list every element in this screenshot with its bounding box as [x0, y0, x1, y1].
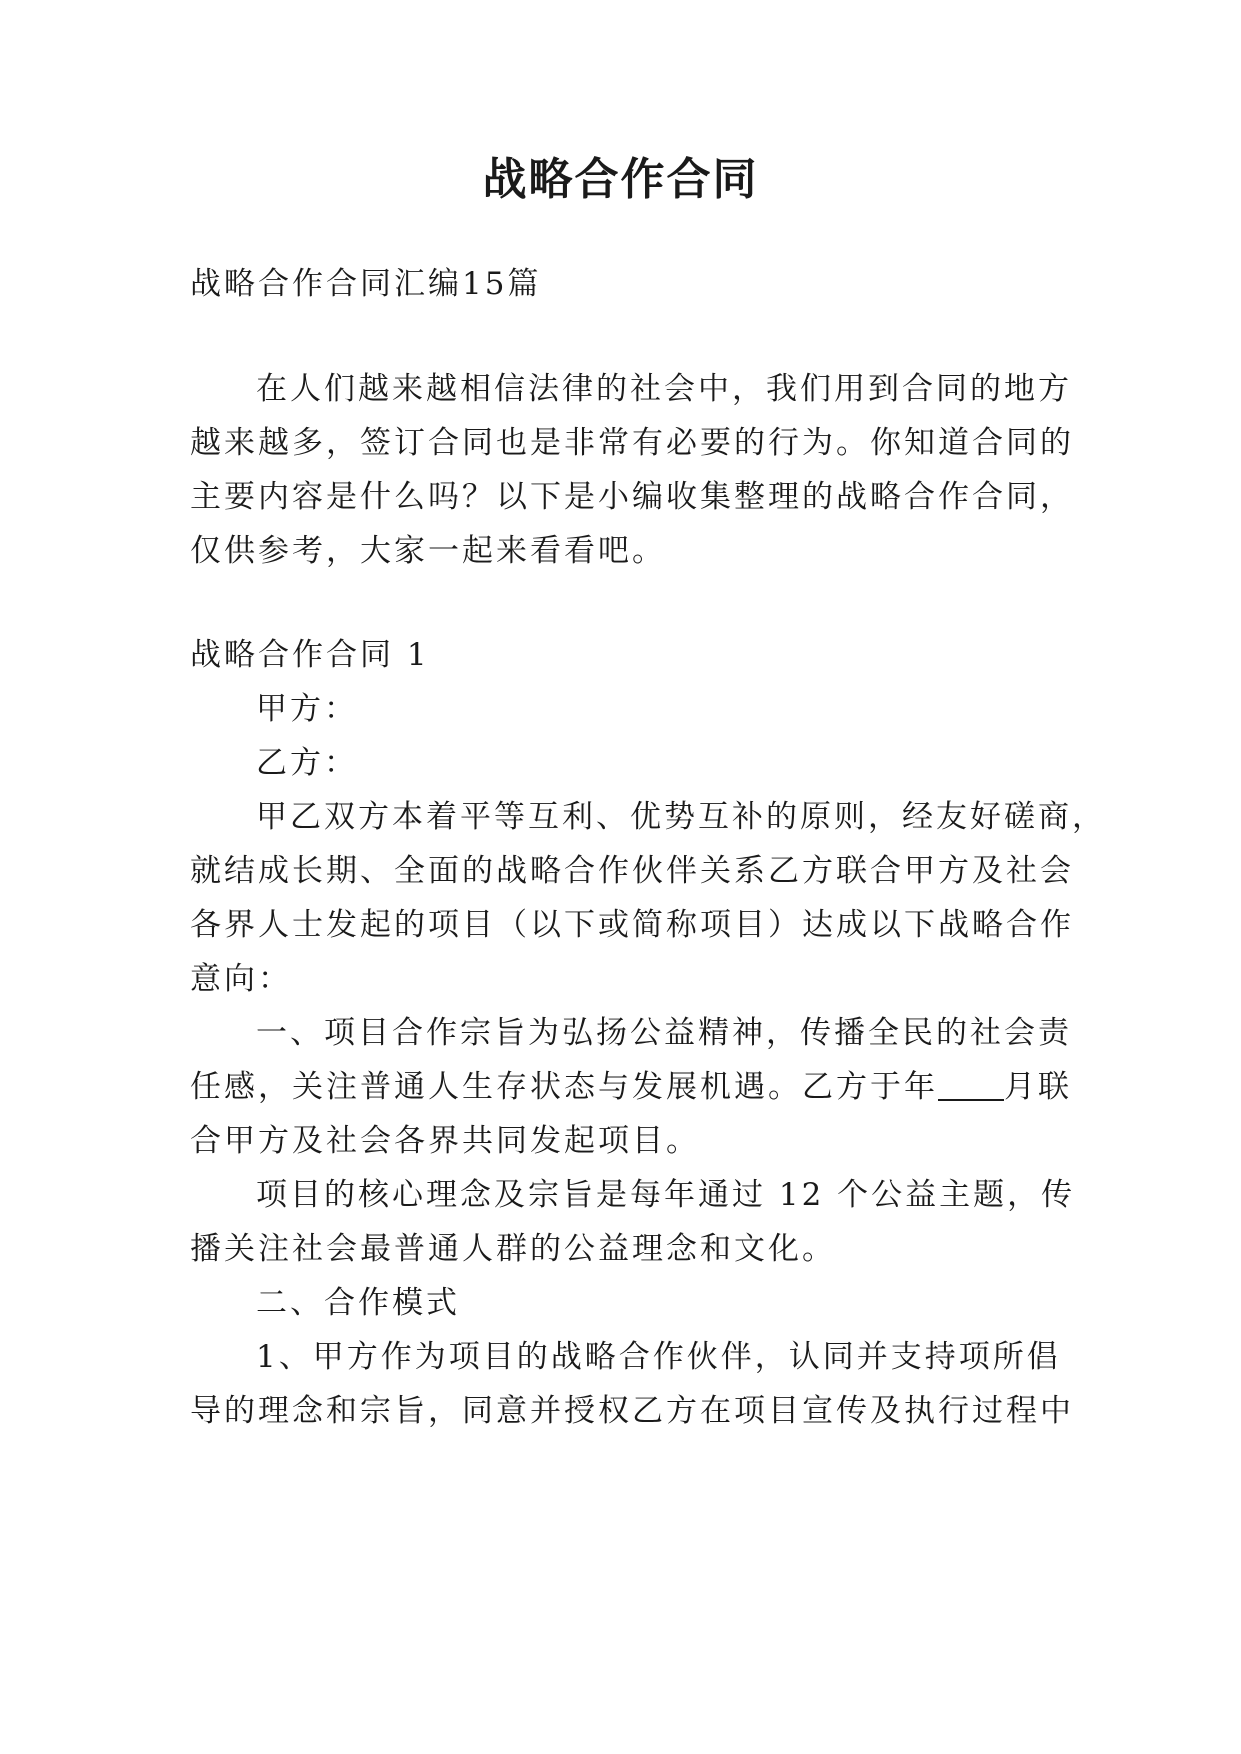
core-concept-line: 项目的核心理念及宗旨是每年通过 12 个公益主题，传 [256, 1177, 1076, 1213]
section-one-line: 合甲方及社会各界共同发起项目。 [190, 1123, 700, 1159]
section-one-line [190, 1065, 1072, 1109]
section-two-item-line: 导的理念和宗旨，同意并授权乙方在项目宣传及执行过程中 [190, 1393, 1074, 1429]
intro-line: 在人们越来越相信法律的社会中，我们用到合同的地方 [256, 371, 1072, 407]
collection-heading: 战略合作合同汇编15篇 [190, 266, 542, 302]
preamble-line: 甲乙双方本着平等互利、优势互补的原则，经友好磋商， [256, 799, 1106, 835]
fill-in-blank [938, 1069, 1004, 1101]
section-two-heading: 二、合作模式 [256, 1285, 460, 1321]
party-b-label: 乙方： [256, 745, 358, 781]
party-a-label: 甲方： [256, 691, 358, 727]
intro-line: 主要内容是什么吗？以下是小编收集整理的战略合作合同， [190, 479, 1074, 515]
document-title: 战略合作合同 [482, 154, 759, 205]
preamble-line: 意向： [190, 961, 292, 997]
core-concept-line: 播关注社会最普通人群的公益理念和文化。 [190, 1231, 836, 1267]
preamble-line: 各界人士发起的项目（以下或简称项目）达成以下战略合作 [190, 907, 1074, 943]
section-one-text: 月联 [1004, 1069, 1072, 1105]
contract-heading: 战略合作合同 1 [190, 637, 430, 673]
intro-line: 越来越多，签订合同也是非常有必要的行为。你知道合同的 [190, 425, 1074, 461]
section-one-text: 任感，关注普通人生存状态与发展机遇。乙方于年 [190, 1069, 938, 1105]
section-two-item-line: 1、甲方作为项目的战略合作伙伴，认同并支持项所倡 [256, 1339, 1061, 1375]
intro-line: 仅供参考，大家一起来看看吧。 [190, 533, 666, 569]
preamble-line: 就结成长期、全面的战略合作伙伴关系乙方联合甲方及社会 [190, 853, 1074, 889]
section-one-line: 一、项目合作宗旨为弘扬公益精神，传播全民的社会责 [256, 1015, 1072, 1051]
